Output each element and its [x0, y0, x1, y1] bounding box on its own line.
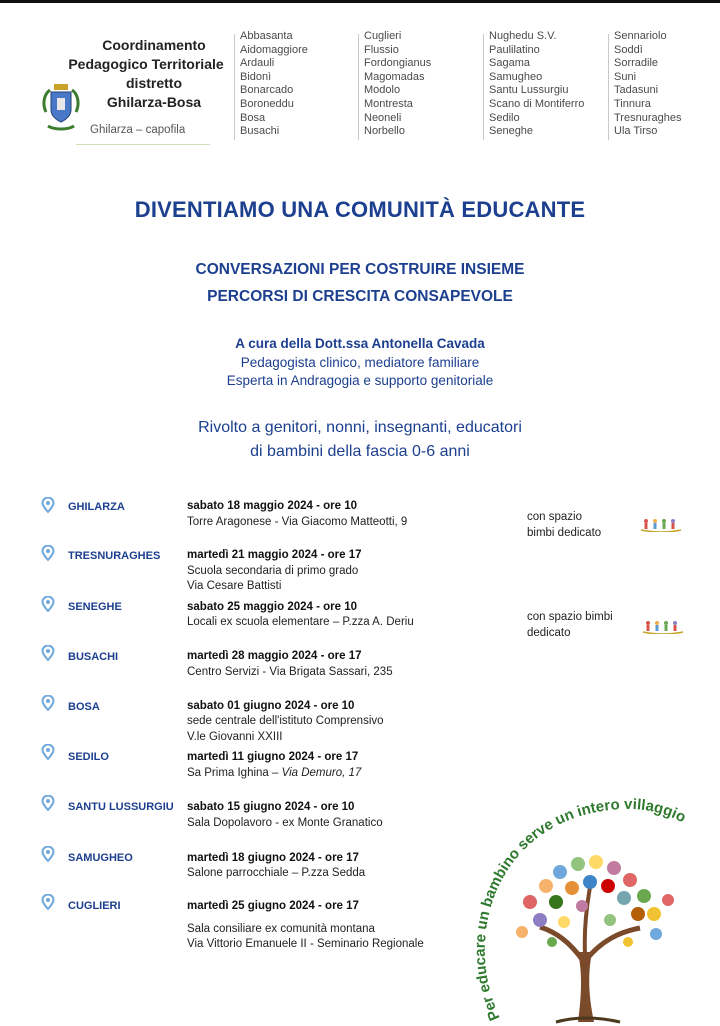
location-pin-icon: [41, 744, 55, 760]
town-name: Flussio: [364, 43, 399, 56]
top-border: [0, 0, 720, 3]
town-name: Samugheo: [489, 70, 543, 83]
town-name: Sagama: [489, 57, 530, 70]
event-date: sabato 15 giugno 2024 - ore 10: [187, 801, 355, 813]
lead-municipality-label: Ghilarza – capofila: [90, 124, 186, 136]
town-name: Busachi: [240, 125, 280, 138]
column-divider: [358, 34, 359, 140]
town-name: Cuglieri: [364, 30, 402, 42]
event-town: SAMUGHEO: [68, 852, 133, 864]
event-town: CUGLIERI: [68, 900, 121, 912]
note-line: con spazio bimbi: [527, 611, 613, 623]
divider: [76, 144, 210, 145]
municipal-crest-icon: [40, 82, 82, 132]
event-venue: sede centrale dell'istituto Comprensivo: [187, 715, 384, 727]
event-venue: Centro Servizi - Via Brigata Sassari, 235: [187, 666, 393, 678]
town-name: Magomadas: [364, 70, 425, 83]
town-name: Bosa: [240, 111, 266, 124]
town-name: Ardauli: [240, 57, 275, 70]
event-town: TRESNURAGHES: [68, 550, 161, 562]
tree-illustration: [460, 782, 720, 1026]
org-line: distretto: [126, 75, 182, 91]
town-name: Tresnuraghes: [614, 111, 682, 124]
event-address: Via Vittorio Emanuele II - Seminario Regionale: [187, 938, 424, 950]
event-date: martedì 25 giugno 2024 - ore 17: [187, 900, 359, 912]
subtitle-line: CONVERSAZIONI PER COSTRUIRE INSIEME: [195, 261, 525, 278]
org-line: Ghilarza-Bosa: [106, 94, 202, 110]
venue-address: Via Demuro, 17: [281, 767, 362, 779]
town-name: Aidomaggiore: [240, 43, 308, 56]
town-name: Modolo: [364, 84, 401, 97]
event-town: GHILARZA: [68, 501, 125, 513]
event-date: sabato 01 giugno 2024 - ore 10: [187, 700, 355, 712]
location-pin-icon: [41, 645, 55, 661]
event-venue: Sala Dopolavoro - ex Monte Granatico: [187, 817, 383, 829]
event-venue: Torre Aragonese - Via Giacomo Matteotti, 9: [187, 516, 408, 528]
org-line: Pedagogico Territoriale: [68, 56, 224, 72]
town-name: Paulilatino: [489, 43, 540, 56]
town-name: Ula Tirso: [614, 125, 658, 138]
event-town: SEDILO: [68, 751, 109, 763]
event-town: BOSA: [68, 701, 100, 713]
location-pin-icon: [41, 795, 55, 811]
event-venue: Locali ex scuola elementare – P.zza A. Deriu: [187, 616, 414, 628]
event-town: BUSACHI: [68, 651, 119, 663]
event-address: Via Cesare Battisti: [187, 580, 282, 592]
town-name: Fordongianus: [364, 57, 432, 70]
org-line: Coordinamento: [102, 37, 206, 53]
event-date: martedì 11 giugno 2024 - ore 17: [187, 751, 359, 763]
town-name: Bonarcado: [240, 84, 294, 97]
note-line: con spazio: [527, 511, 582, 523]
children-icon: [641, 620, 685, 634]
location-pin-icon: [41, 545, 55, 561]
location-pin-icon: [41, 846, 55, 862]
event-venue: Sala consiliare ex comunità montana: [187, 923, 375, 935]
column-divider: [483, 34, 484, 140]
town-name: Sorradile: [614, 57, 659, 70]
subtitle-line: PERCORSI DI CRESCITA CONSAPEVOLE: [207, 288, 513, 305]
event-venue: Salone parrocchiale – P.zza Sedda: [187, 867, 366, 879]
town-list-column: [614, 30, 681, 139]
venue-name: Sa Prima Ighina –: [187, 767, 282, 779]
event-date: martedì 21 maggio 2024 - ore 17: [187, 549, 362, 561]
audience-line: di bambini della fascia 0-6 anni: [250, 443, 470, 460]
curator-name: A cura della Dott.ssa Antonella Cavada: [235, 336, 485, 351]
event-date: sabato 25 maggio 2024 - ore 10: [187, 601, 358, 613]
event-venue: [187, 767, 361, 779]
town-name: Seneghe: [489, 125, 534, 138]
location-pin-icon: [41, 894, 55, 910]
column-divider: [608, 34, 609, 140]
town-list-column: [240, 30, 308, 139]
page-title: DIVENTIAMO UNA COMUNITÀ EDUCANTE: [134, 197, 586, 222]
town-name: Montresta: [364, 97, 413, 110]
event-town: SENEGHE: [68, 601, 122, 613]
location-pin-icon: [41, 596, 55, 612]
event-date: martedì 18 giugno 2024 - ore 17: [187, 852, 359, 864]
audience-line: Rivolto a genitori, nonni, insegnanti, educatori: [198, 419, 522, 436]
column-divider: [234, 34, 235, 140]
town-name: Scano di Montiferro: [489, 97, 585, 110]
town-name: Norbello: [364, 125, 405, 138]
note-line: bimbi dedicato: [527, 527, 602, 539]
town-name: Tinnura: [614, 97, 651, 110]
town-name: Soddì: [614, 43, 643, 56]
children-icon: [639, 518, 683, 532]
tree-motto-text: Per educare un bambino serve un intero villaggio: [471, 795, 689, 1024]
kids-space-note: [527, 509, 601, 541]
town-name: Boroneddu: [240, 97, 294, 110]
event-date: sabato 18 maggio 2024 - ore 10: [187, 500, 358, 512]
curator-role: Esperta in Andragogia e supporto genitoriale: [226, 373, 494, 388]
kids-space-note: [527, 609, 613, 641]
town-name: Nughedu S.V.: [489, 30, 557, 42]
event-address: V.le Giovanni XXIII: [187, 731, 283, 743]
location-pin-icon: [41, 695, 55, 711]
town-list-column: [364, 30, 431, 139]
town-name: Neoneli: [364, 111, 402, 124]
event-venue: Scuola secondaria di primo grado: [187, 565, 359, 577]
town-name: Sennariolo: [614, 30, 667, 42]
town-name: Santu Lussurgiu: [489, 84, 569, 97]
town-name: Suni: [614, 70, 637, 83]
town-name: Sedilo: [489, 111, 520, 124]
town-name: Tadasuni: [614, 84, 659, 97]
location-pin-icon: [41, 497, 55, 513]
town-name: Bidonì: [240, 70, 272, 83]
town-name: Abbasanta: [240, 30, 293, 42]
note-line: dedicato: [527, 627, 571, 639]
event-date: martedì 28 maggio 2024 - ore 17: [187, 650, 362, 662]
event-town: SANTU LUSSURGIU: [68, 801, 174, 813]
town-list-column: [489, 30, 584, 139]
curator-role: Pedagogista clinico, mediatore familiare: [240, 355, 480, 370]
